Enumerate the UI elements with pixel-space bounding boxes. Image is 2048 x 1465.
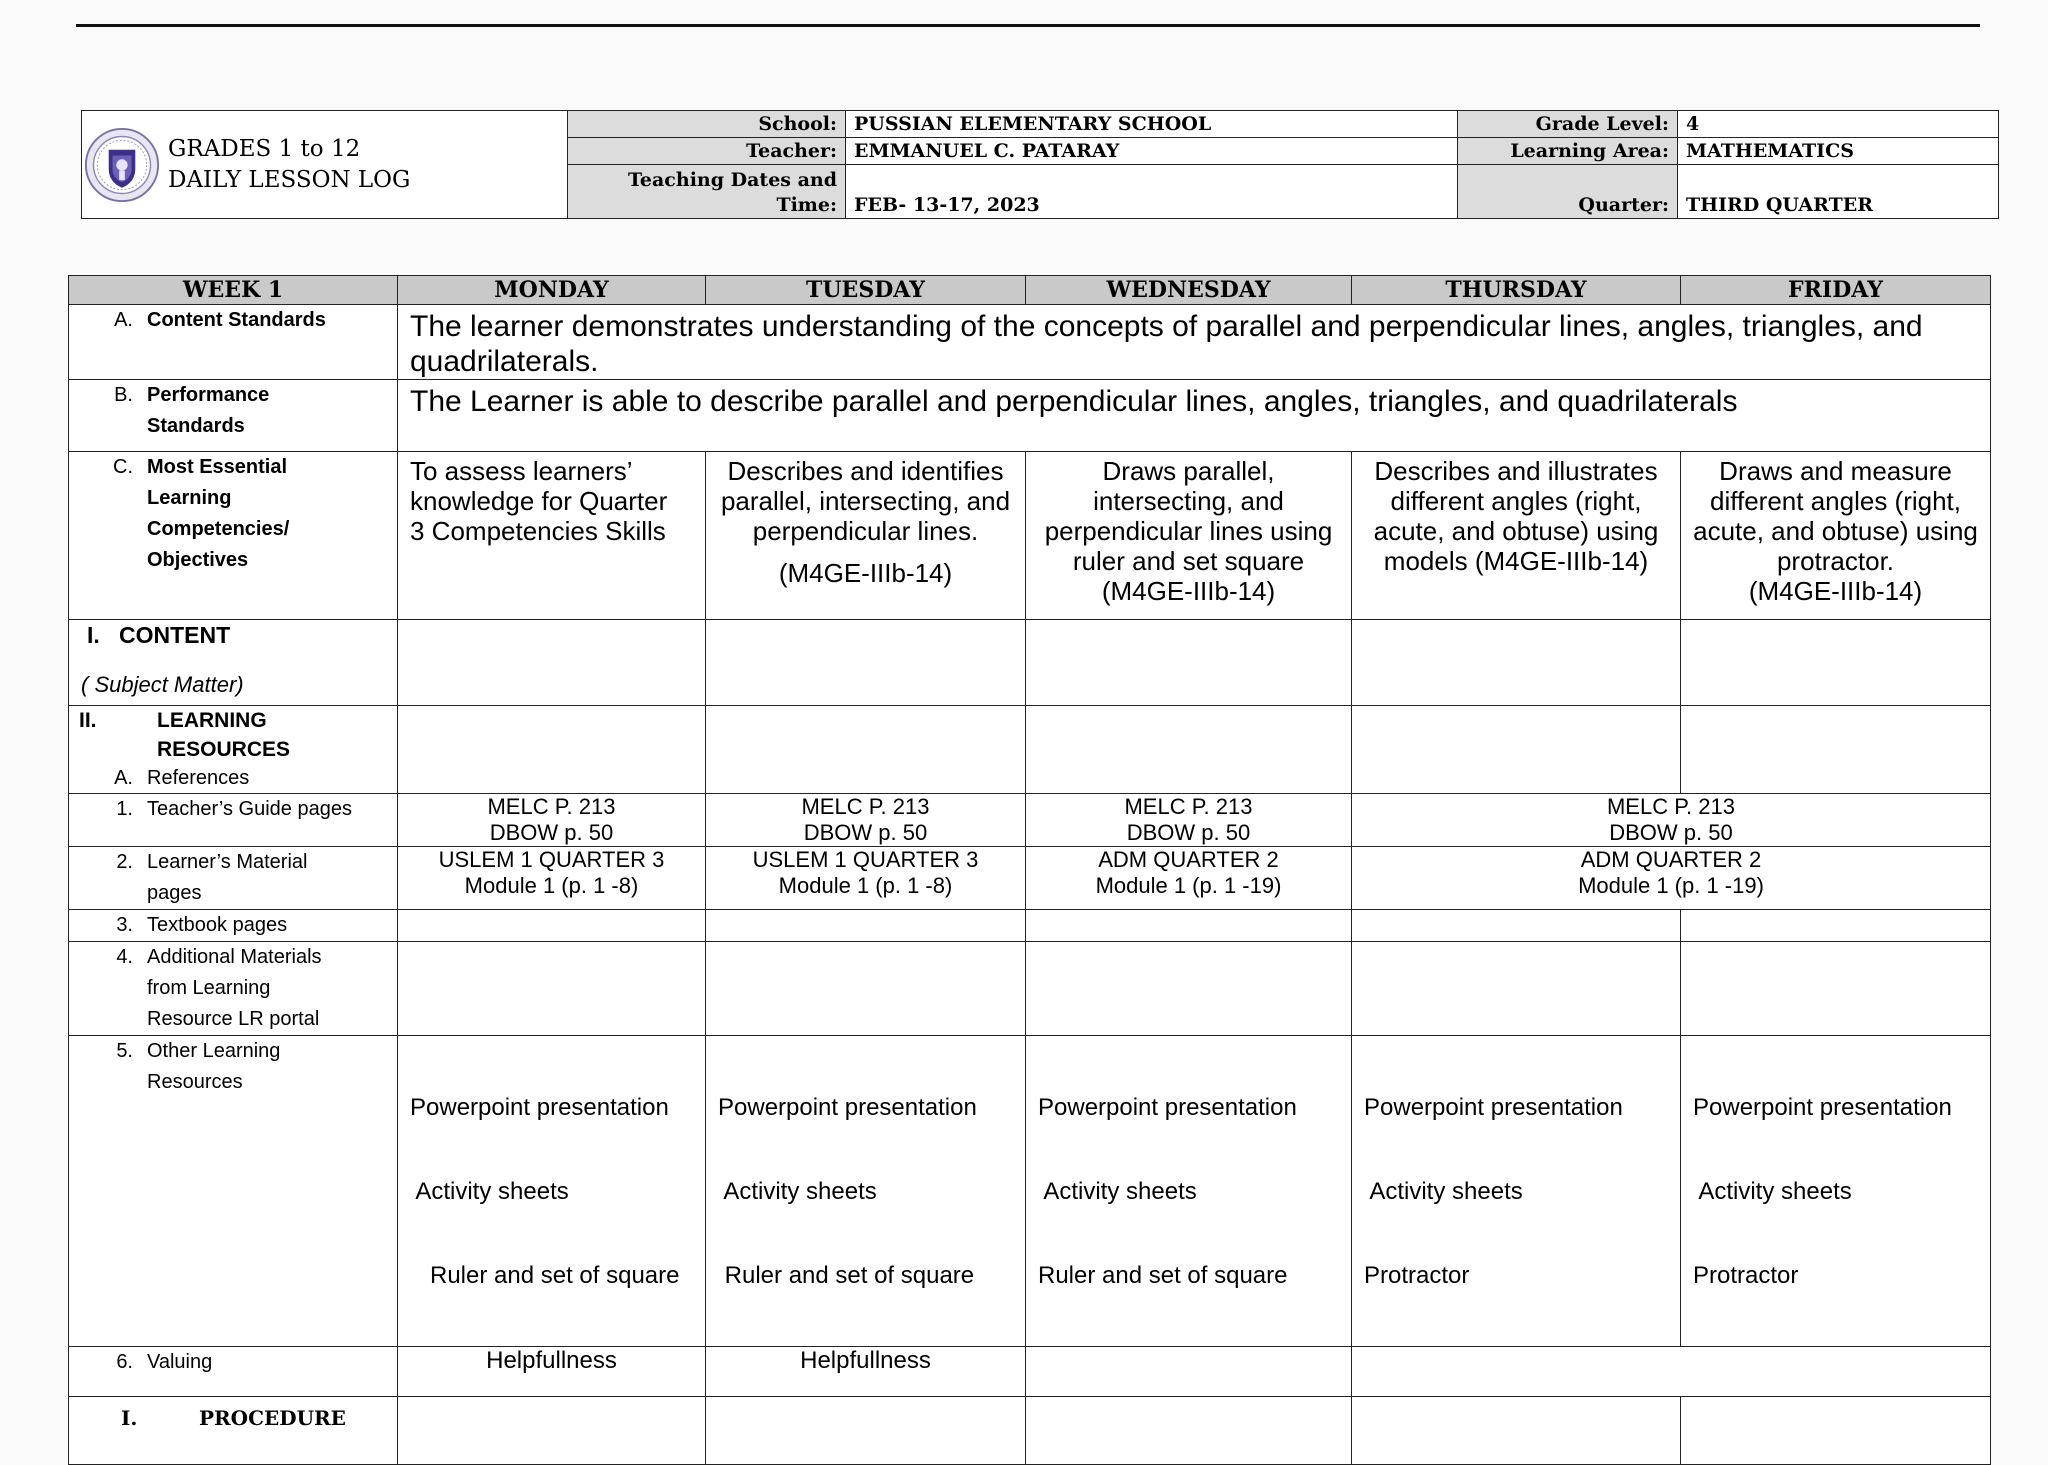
- text-line: Powerpoint presentation: [410, 1094, 669, 1121]
- text-line: knowledge for Quarter: [410, 486, 668, 516]
- additional-wednesday: [1026, 942, 1352, 1036]
- school-value: PUSSIAN ELEMENTARY SCHOOL: [846, 111, 1458, 138]
- row-mark: A.: [114, 309, 133, 331]
- teaching-dates-label-line1: Teaching Dates and: [627, 169, 837, 191]
- learners-material-row: [69, 847, 1991, 910]
- teachers-guide-row: [69, 794, 1991, 847]
- text-line: (M4GE-IIIb-14): [1748, 576, 1923, 606]
- deped-seal-icon: [84, 127, 160, 203]
- procedure-row: [69, 1397, 1991, 1465]
- other-resources-row: [69, 1036, 1991, 1347]
- additional-monday: [398, 942, 706, 1036]
- text-line: To assess learners’: [410, 456, 633, 486]
- text-line: protractor.: [1776, 546, 1895, 576]
- text-line: Activity sheets: [1693, 1178, 1852, 1205]
- text-line: Activity sheets: [1364, 1178, 1523, 1205]
- row-mark: C.: [113, 456, 133, 478]
- textbook-monday: [398, 910, 706, 942]
- quarter-label: Quarter:: [1458, 165, 1678, 219]
- competency-code: (M4GE-IIIb-14): [778, 558, 953, 588]
- other-monday: [398, 1036, 706, 1347]
- row-mark: B.: [114, 384, 133, 406]
- learners-material-label: [69, 847, 398, 910]
- text-line: Protractor: [1364, 1262, 1470, 1289]
- text-line: Powerpoint presentation: [1364, 1094, 1623, 1121]
- text-line: DBOW p. 50: [1609, 820, 1733, 845]
- content-monday: [398, 620, 706, 706]
- row-label: Teacher’s Guide pages: [147, 798, 352, 820]
- row-mark: I.: [121, 1406, 138, 1430]
- row-label-line: Competencies/: [147, 518, 290, 540]
- grade-level-label: Grade Level:: [1458, 111, 1678, 138]
- quarter-value: THIRD QUARTER: [1678, 165, 1999, 219]
- procedure-monday: [398, 1397, 706, 1465]
- learning-resources-row: [69, 706, 1991, 794]
- text-line: Module 1 (p. 1 -8): [464, 873, 639, 898]
- text-line: DBOW p. 50: [803, 820, 928, 845]
- top-rule: [76, 24, 1980, 27]
- valuing-tuesday: Helpfullness: [706, 1347, 1026, 1397]
- text-line: USLEM 1 QUARTER 3: [438, 847, 665, 872]
- content-wednesday: [1026, 620, 1352, 706]
- text-line: ruler and set square: [1072, 546, 1305, 576]
- row-label-line: pages: [147, 882, 202, 904]
- text-line: acute, and obtuse) using: [1373, 516, 1659, 546]
- text-line: 3 Competencies Skills: [410, 516, 666, 546]
- row-mark: 5.: [116, 1040, 133, 1062]
- lm-thursday-friday: [1352, 847, 1991, 910]
- text-line: perpendicular lines using: [1044, 516, 1333, 546]
- title-cell: [82, 111, 568, 219]
- text-line: acute, and obtuse) using: [1693, 516, 1978, 546]
- valuing-thursday-friday: [1352, 1347, 1991, 1397]
- valuing-label: [69, 1347, 398, 1397]
- row-label: Textbook pages: [147, 914, 288, 936]
- text-line: Module 1 (p. 1 -19): [1578, 873, 1764, 898]
- row-label-line: Additional Materials: [147, 946, 322, 968]
- textbook-row: [69, 910, 1991, 942]
- row-label: PROCEDURE: [199, 1406, 346, 1430]
- row-mark: 4.: [116, 946, 133, 968]
- additional-tuesday: [706, 942, 1026, 1036]
- resources-friday: [1681, 706, 1991, 794]
- teacher-label: Teacher:: [568, 138, 846, 165]
- learning-area-label: Learning Area:: [1458, 138, 1678, 165]
- content-row: [69, 620, 1991, 706]
- grade-level-value: 4: [1678, 111, 1999, 138]
- competencies-row: [69, 452, 1991, 620]
- lesson-log-table: [68, 275, 1991, 1465]
- teaching-dates-label-line2: Time:: [776, 194, 837, 216]
- other-resources-label: [69, 1036, 398, 1347]
- col-tuesday: TUESDAY: [706, 276, 1026, 305]
- text-line: different angles (right,: [1710, 486, 1961, 516]
- row-label-line: LEARNING: [157, 709, 267, 732]
- learning-resources-label: [69, 706, 398, 794]
- content-friday: [1681, 620, 1991, 706]
- col-monday: MONDAY: [398, 276, 706, 305]
- row-label-line: Standards: [147, 415, 245, 437]
- textbook-thursday: [1352, 910, 1681, 942]
- text-line: perpendicular lines.: [752, 516, 979, 546]
- row-label-line: Most Essential: [147, 456, 288, 478]
- competencies-label: [69, 452, 398, 620]
- row-mark: 1.: [116, 798, 133, 820]
- text-line: Module 1 (p. 1 -8): [778, 873, 953, 898]
- header-table: [81, 110, 1999, 219]
- lm-tuesday: [706, 847, 1026, 910]
- row-mark: I.: [87, 622, 100, 648]
- tg-monday: [398, 794, 706, 847]
- row-label: Content Standards: [147, 309, 326, 331]
- additional-friday: [1681, 942, 1991, 1036]
- competency-friday: [1681, 452, 1991, 620]
- competency-tuesday: [706, 452, 1026, 620]
- text-line: models (M4GE-IIIb-14): [1383, 546, 1649, 576]
- additional-thursday: [1352, 942, 1681, 1036]
- text-line: different angles (right,: [1390, 486, 1642, 516]
- row-mark: 3.: [116, 914, 133, 936]
- tg-tuesday: [706, 794, 1026, 847]
- valuing-monday: Helpfullness: [398, 1347, 706, 1397]
- row-label-line: Performance: [147, 384, 270, 406]
- teaching-dates-value: FEB- 13-17, 2023: [846, 165, 1458, 219]
- text-line: MELC P. 213: [1606, 794, 1735, 819]
- row-label: CONTENT: [118, 622, 231, 648]
- text-line: Ruler and set of square: [718, 1262, 975, 1289]
- row-mark: A.: [114, 767, 133, 789]
- text-line: Module 1 (p. 1 -19): [1095, 873, 1282, 898]
- text-line: Powerpoint presentation: [1693, 1094, 1952, 1121]
- row-mark: 6.: [116, 1351, 133, 1373]
- resources-tuesday: [706, 706, 1026, 794]
- tg-wednesday: [1026, 794, 1352, 847]
- competency-monday: [398, 452, 706, 620]
- text-line: Activity sheets: [1038, 1178, 1197, 1205]
- other-tuesday: [706, 1036, 1026, 1347]
- teaching-dates-label: [568, 165, 846, 219]
- text-line: USLEM 1 QUARTER 3: [752, 847, 979, 872]
- content-standards-label: [69, 305, 398, 380]
- procedure-thursday: [1352, 1397, 1681, 1465]
- row-mark: II.: [79, 709, 97, 732]
- content-standards-text: The learner demonstrates understanding of the concepts of parallel and perpendicular lines, angles, triangles, and quadrilaterals.: [398, 305, 1991, 380]
- text-line: MELC P. 213: [487, 794, 616, 819]
- content-label: [69, 620, 398, 706]
- teachers-guide-label: [69, 794, 398, 847]
- valuing-row: [69, 1347, 1991, 1397]
- additional-materials-label: [69, 942, 398, 1036]
- content-subtitle: ( Subject Matter): [81, 672, 244, 697]
- content-standards-row: [69, 305, 1991, 380]
- text-line: Describes and illustrates: [1374, 456, 1658, 486]
- row-label-line: RESOURCES: [157, 738, 291, 761]
- performance-standards-row: [69, 380, 1991, 452]
- text-line: Ruler and set of square: [1038, 1262, 1288, 1289]
- row-label-line: Learning: [147, 487, 232, 509]
- additional-materials-row: [69, 942, 1991, 1036]
- lm-wednesday: [1026, 847, 1352, 910]
- row-mark: 2.: [116, 851, 133, 873]
- procedure-wednesday: [1026, 1397, 1352, 1465]
- text-line: MELC P. 213: [1124, 794, 1253, 819]
- col-thursday: THURSDAY: [1352, 276, 1681, 305]
- content-tuesday: [706, 620, 1026, 706]
- row-label-line: Resources: [147, 1071, 243, 1093]
- procedure-friday: [1681, 1397, 1991, 1465]
- row-label-line: from Learning: [147, 977, 271, 999]
- text-line: (M4GE-IIIb-14): [1101, 576, 1276, 606]
- text-line: intersecting, and: [1093, 486, 1284, 516]
- textbook-label: [69, 910, 398, 942]
- row-label-line: Other Learning: [147, 1040, 281, 1062]
- other-wednesday: [1026, 1036, 1352, 1347]
- valuing-wednesday: [1026, 1347, 1352, 1397]
- text-line: Draws parallel,: [1102, 456, 1275, 486]
- row-label: References: [147, 767, 250, 789]
- text-line: parallel, intersecting, and: [720, 486, 1011, 516]
- text-line: Activity sheets: [410, 1178, 569, 1205]
- textbook-wednesday: [1026, 910, 1352, 942]
- text-line: Powerpoint presentation: [718, 1094, 977, 1121]
- textbook-tuesday: [706, 910, 1026, 942]
- teacher-value: EMMANUEL C. PATARAY: [846, 138, 1458, 165]
- title-line-1: GRADES 1 to 12: [168, 135, 361, 162]
- text-line: ADM QUARTER 2: [1580, 847, 1762, 872]
- title-line-2: DAILY LESSON LOG: [168, 166, 411, 193]
- text-line: ADM QUARTER 2: [1098, 847, 1279, 872]
- resources-wednesday: [1026, 706, 1352, 794]
- performance-standards-text: The Learner is able to describe parallel and perpendicular lines, angles, triangles, and quadrilaterals: [398, 380, 1991, 452]
- resources-thursday: [1352, 706, 1681, 794]
- content-thursday: [1352, 620, 1681, 706]
- procedure-label: [69, 1397, 398, 1465]
- text-line: Draws and measure: [1719, 456, 1952, 486]
- tg-thursday-friday: [1352, 794, 1991, 847]
- row-label-line: Learner’s Material: [147, 851, 308, 873]
- col-week: WEEK 1: [69, 276, 398, 305]
- text-line: DBOW p. 50: [1126, 820, 1251, 845]
- row-label-line: Objectives: [147, 549, 249, 571]
- other-thursday: [1352, 1036, 1681, 1347]
- performance-standards-label: [69, 380, 398, 452]
- learning-area-value: MATHEMATICS: [1678, 138, 1999, 165]
- resources-monday: [398, 706, 706, 794]
- textbook-friday: [1681, 910, 1991, 942]
- text-line: Powerpoint presentation: [1038, 1094, 1297, 1121]
- competency-thursday: [1352, 452, 1681, 620]
- text-line: Protractor: [1693, 1262, 1799, 1289]
- text-line: DBOW p. 50: [489, 820, 614, 845]
- lm-monday: [398, 847, 706, 910]
- text-line: Activity sheets: [718, 1178, 877, 1205]
- row-label-line: Resource LR portal: [147, 1008, 320, 1030]
- school-label: School:: [568, 111, 846, 138]
- row-label: Valuing: [147, 1351, 213, 1373]
- other-friday: [1681, 1036, 1991, 1347]
- competency-wednesday: [1026, 452, 1352, 620]
- day-header-row: [69, 276, 1991, 305]
- text-line: MELC P. 213: [801, 794, 930, 819]
- text-line: Ruler and set of square: [410, 1262, 680, 1289]
- procedure-tuesday: [706, 1397, 1026, 1465]
- text-line: Describes and identifies: [727, 456, 1004, 486]
- col-friday: FRIDAY: [1681, 276, 1991, 305]
- col-wednesday: WEDNESDAY: [1026, 276, 1352, 305]
